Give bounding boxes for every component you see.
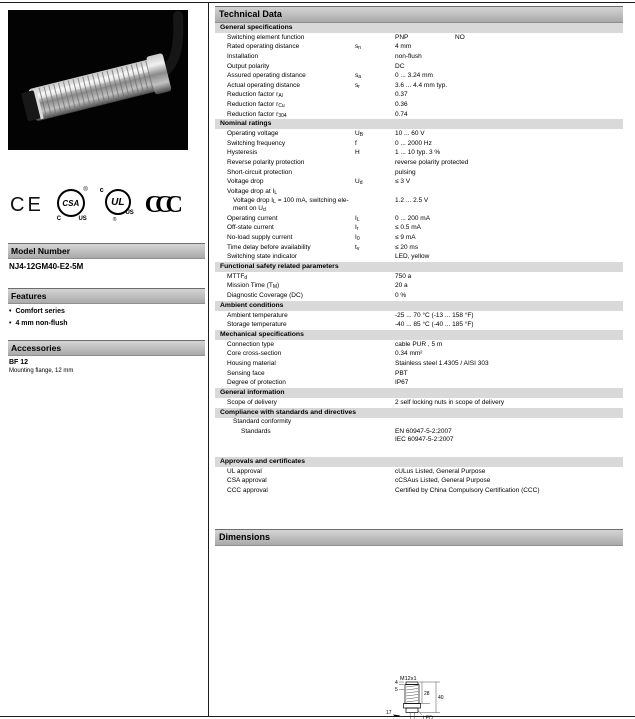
spec-label: Operating voltage [227,130,279,138]
spec-label: Mission Time $(T_M)$ [227,282,280,291]
spec-value: 750 a [395,272,412,280]
dim-label-40: 40 [438,695,444,701]
feature-label: Comfort series [15,308,65,315]
spec-value: 0 % [395,292,407,300]
dim-label-thread: M12x1 [400,676,417,682]
spec-label: UL approval [227,467,262,475]
spec-symbol [355,169,395,177]
spec-row [215,158,623,168]
spec-value: DC [395,62,405,70]
accessories-header: Accessories [8,340,205,356]
spec-row [215,378,623,388]
spec-label: Switching state indicator [227,253,298,261]
spec-row [215,100,623,110]
spec-row [215,52,623,62]
spec-row [215,62,623,72]
spec-label: Voltage drop at $I_L$ [227,187,278,196]
spec-symbol [355,111,395,119]
spec-symbol [355,477,395,485]
spec-label: Reduction factor $r_{Al}$ [227,91,283,100]
spec-value: cULus Listed, General Purpose [395,467,486,475]
csa-label: CSA [62,198,80,208]
spec-symbol [355,418,395,426]
spec-symbol [355,253,395,261]
spec-symbol [355,487,395,495]
model-number-value: NJ4-12GM40-E2-5M [9,262,84,271]
spec-symbol [355,63,395,71]
spec-symbol: $t_v$ [355,243,360,252]
spec-row [215,149,623,159]
spec-value: Stainless steel 1.4305 / AISI 303 [395,360,489,368]
spec-label: Degree of protection [227,379,286,387]
spec-label: Connection type [227,340,274,348]
csa-c-label: C [56,216,62,222]
spec-symbol [355,312,395,320]
spec-row [215,43,623,53]
bullet-icon: • [9,308,12,315]
spec-symbol [355,101,395,109]
spec-symbol: f [355,139,357,147]
spec-row [215,91,623,101]
spec-symbol: $s_n$ [355,43,362,52]
spec-value [395,188,623,196]
sensor-photo-image [8,10,188,150]
right-column [215,6,623,546]
spec-label: Voltage drop [227,178,264,186]
spec-row [215,129,623,139]
spec-row [215,110,623,120]
spec-symbol [355,341,395,349]
spec-label: Actual operating distance [227,81,300,89]
feature-item [9,318,68,330]
spec-label: Storage temperature [227,321,287,329]
spec-value: 0 ... 200 mA [395,214,431,222]
spec-label: Output polarity [227,62,270,70]
spec-symbol [355,197,395,213]
spec-row [215,33,623,43]
spec-value: 0.34 mm² [395,350,423,358]
spec-value: IP67 [395,379,409,387]
spec-row [215,418,623,428]
spec-row [215,350,623,360]
features-header: Features [8,288,205,304]
spec-symbol: $s_r$ [355,81,360,90]
spec-label: Rated operating distance [227,43,300,51]
csa-registered-icon: ® [83,187,88,193]
spec-symbol [355,379,395,387]
dim-label-17: 17 [386,710,392,716]
column-divider-rule [208,2,209,717]
accessory-description: Mounting flange, 12 mm [9,368,74,374]
spec-symbol [355,370,395,378]
features-list [9,306,68,329]
spec-value: cCSAus Listed, General Purpose [395,477,491,485]
spec-value: ≤ 3 V [395,178,411,186]
spec-value: 20 a [395,282,408,290]
dimensions-header: Dimensions [215,529,623,546]
spec-value-line: EN 60947-5-2:2007 [395,427,452,435]
csa-logo [55,187,89,223]
section-header: Mechanical specifications [215,330,623,340]
spec-label: Hysteresis [227,149,258,157]
spec-symbol: $I_0$ [355,234,360,243]
spec-row [215,467,623,477]
accessory-item [9,358,73,376]
spec-value: ≤ 9 mA [395,234,416,242]
spec-label: Switching element function [227,33,305,41]
section-header: Approvals and certificates [215,457,623,467]
spec-row [215,224,623,234]
bullet-icon: • [9,319,12,327]
spec-label: No-load supply current [227,234,293,242]
spec-symbol [355,53,395,61]
spec-row [215,476,623,486]
spec-label: CCC approval [227,486,268,494]
spec-label: Voltage drop $I_L = 100$ mA, switching ele- ment on $U_d$ [233,197,349,214]
spec-row [215,252,623,262]
spec-label: Standard conformity [233,418,292,426]
spec-row [215,291,623,301]
spec-row [215,359,623,369]
spec-value: 0.36 [395,100,408,108]
spec-value: 1 ... 10 typ. 3 % [395,149,441,157]
ul-us-label: US [125,210,134,216]
csa-circle [57,187,88,217]
spec-value [395,34,623,42]
certification-logos [10,186,202,224]
spec-row [215,398,623,408]
spec-symbol: $I_L$ [355,214,360,223]
spec-value: ≤ 20 ms [395,243,419,251]
spec-value: 0.37 [395,91,408,99]
spec-row [215,81,623,91]
spec-symbol: H [355,149,360,157]
spec-row [215,369,623,379]
spec-value-col: PNP [395,33,409,41]
spec-row [215,282,623,292]
left-column [8,0,205,719]
spec-label: Installation [227,52,259,60]
dimension-drawing [368,672,464,719]
spec-row [215,177,623,187]
spec-row [215,311,623,321]
feature-label: 4 mm non-flush [15,319,68,327]
spec-row [215,139,623,149]
spec-value: pulsing [395,168,416,176]
spec-value: 2 self locking nuts in scope of delivery [395,398,505,406]
ul-c-label: c [99,187,104,194]
dim-label-led: LED [423,715,433,719]
spec-value: 4 mm [395,43,412,51]
spec-label: Ambient temperature [227,311,288,319]
spec-symbol: $U_B$ [355,130,364,139]
spec-label: Standards [241,427,271,435]
spec-row [215,320,623,330]
spec-value [395,418,623,426]
spec-symbol [355,91,395,99]
spec-label: Reduction factor $r_{Cu}$ [227,100,285,109]
spec-value: LED, yellow [395,253,430,261]
spec-row [215,340,623,350]
section-header: Functional safety related parameters [215,262,623,272]
ce-mark-logo: CE [10,193,44,216]
ccc-logo: CCC [144,191,176,218]
technical-data-table [215,23,623,496]
accessories-list [9,358,73,376]
spec-symbol [355,292,395,300]
spec-label: Operating current [227,214,278,222]
spec-row [215,272,623,282]
section-header: Compliance with standards and directives [215,408,623,418]
spec-row [215,187,623,197]
spec-value: -25 ... 70 °C (-13 ... 158 °F) [395,311,474,319]
spec-symbol: $s_a$ [355,72,362,81]
section-header: General specifications [215,23,623,33]
csa-us-label: US [78,216,87,222]
spec-value: 0 ... 2000 Hz [395,139,432,147]
section-header: Ambient conditions [215,301,623,311]
spec-value: non-flush [395,52,422,60]
spec-label: Switching frequency [227,139,286,147]
spec-symbol [355,350,395,358]
spec-label: Diagnostic Coverage (DC) [227,292,303,300]
ul-logo [100,187,134,223]
accessory-name: BF 12 [9,359,29,366]
spec-row [215,71,623,81]
spec-value: 0 ... 3.24 mm [395,72,433,80]
spec-label: Sensing face [227,369,265,377]
section-header: General information [215,388,623,398]
spec-value: reverse polarity protected [395,158,469,166]
spec-value: cable PUR , 5 m [395,340,443,348]
ul-label: UL [111,196,125,208]
spec-label: Off-state current [227,224,274,232]
dimension-drawing-svg [368,672,464,719]
spec-value [395,428,623,444]
spec-value: ≤ 0.5 mA [395,224,421,232]
spec-row [215,168,623,178]
spec-label: CSA approval [227,477,267,485]
spec-symbol: $U_d$ [355,178,363,187]
spec-value: 10 ... 60 V [395,130,425,138]
spec-label: $MTTF_d$ [227,272,248,281]
dim-label-5: 5 [395,687,398,693]
dim-label-28: 28 [424,691,430,697]
spec-symbol [355,34,395,42]
spec-row [215,197,623,215]
spec-value: 3.6 ... 4.4 mm typ. [395,81,448,89]
spec-symbol [355,399,395,407]
dim-label-4: 4 [395,680,398,686]
spec-label: Housing material [227,360,276,368]
spec-symbol [355,468,395,476]
spec-value-col: NO [455,33,465,41]
spec-row [215,214,623,224]
spec-row [215,486,623,496]
spec-label: Reverse polarity protection [227,158,305,166]
spec-value: -40 ... 85 °C (-40 ... 185 °F) [395,321,474,329]
ul-registered-icon: ® [112,217,117,223]
spec-label: Time delay before availability [227,243,311,251]
spec-value: Certified by China Compulsory Certification (CCC) [395,486,540,494]
spec-value: 0.74 [395,110,408,118]
technical-data-header: Technical Data [215,6,623,23]
spec-label: Core cross-section [227,350,282,358]
spec-symbol [355,282,395,290]
spec-symbol [355,188,395,196]
spec-symbol: $I_r$ [355,224,359,233]
spec-value: 1.2 ... 2.5 V [395,197,429,205]
spec-value: PBT [395,369,408,377]
spec-row [215,233,623,243]
spec-symbol [355,321,395,329]
section-header: Nominal ratings [215,119,623,129]
spec-value-line: IEC 60947-5-2:2007 [395,435,454,443]
spec-label: Assured operating distance [227,72,306,80]
model-number-header: Model Number [8,243,205,259]
spec-symbol [355,273,395,281]
spec-label: Reduction factor $r_{304}$ [227,110,287,119]
spec-row [215,243,623,253]
spec-label: Scope of delivery [227,398,277,406]
spec-symbol [355,428,395,444]
spec-symbol [355,159,395,167]
spec-row [215,427,623,445]
feature-item [9,306,68,318]
product-photo [8,10,188,150]
spec-symbol [355,360,395,368]
spec-label: Short-circuit protection [227,168,293,176]
